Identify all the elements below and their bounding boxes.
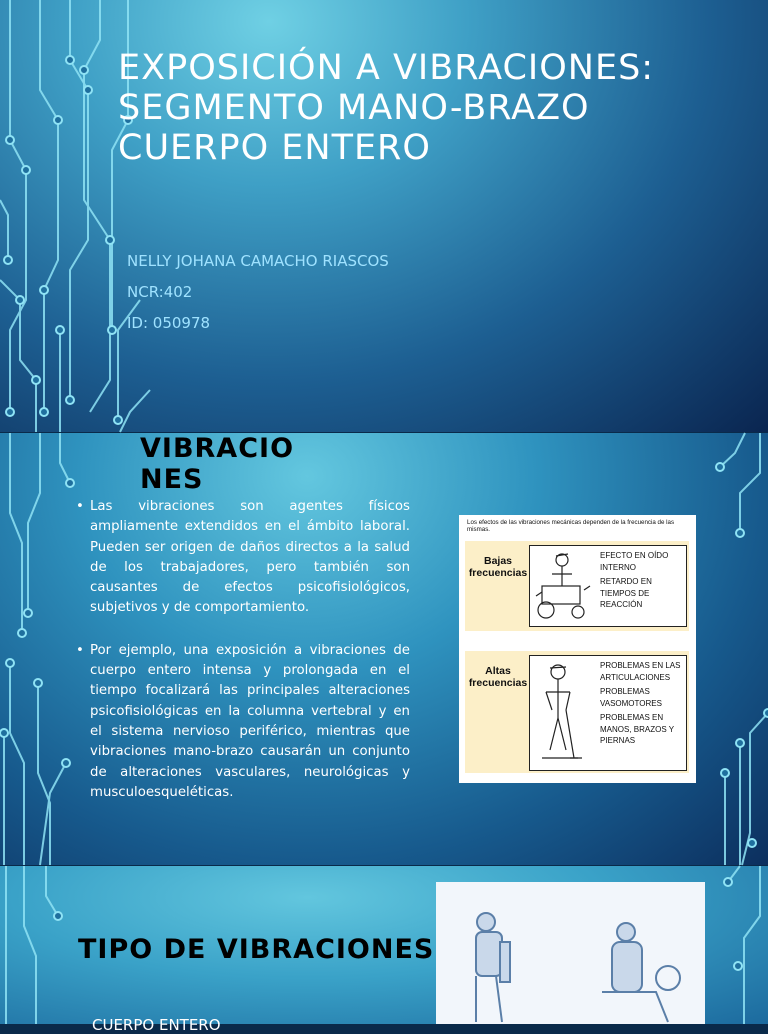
effect-item: EFECTO EN OÍDO INTERNO [600,551,669,572]
low-frequency-box [529,545,687,627]
title-slide [0,0,768,432]
bullet-item [76,641,410,803]
low-frequency-band [465,541,689,631]
effect-item: RETARDO EN TIEMPOS DE REACCIÓN [600,577,652,609]
figure-caption: Los efectos de las vibraciones mecánicas dependen de la frecuencia de las mismas. [467,519,675,533]
low-frequency-effects [600,550,686,614]
vibration-type-item: CUERPO ENTERO [92,1016,221,1034]
vibraciones-slide [0,433,768,865]
bullet-marker: • [76,642,84,658]
tipo-vibraciones-slide [0,866,768,1034]
effect-item: PROBLEMAS EN LAS ARTICULACIONES [600,661,681,682]
frequency-effects-figure [459,515,696,783]
high-frequency-band [465,651,689,773]
id-label: ID: 050978 [127,314,211,332]
high-frequency-label: Altas frecuencias [468,665,528,689]
author-name: NELLY JOHANA CAMACHO RIASCOS [127,252,389,270]
vibration-types-image [436,882,705,1024]
high-frequency-box [529,655,687,771]
jackhammer-worker-illustration [532,658,592,768]
tractor-driver-illustration [532,546,594,626]
bullet-item [76,497,410,619]
high-frequency-effects [600,660,686,750]
section-heading: TIPO DE VIBRACIONES [78,934,435,965]
low-frequency-label: Bajas frecuencias [468,555,528,579]
presentation-title: EXPOSICIÓN A VIBRACIONES: SEGMENTO MANO-BRAZO CUERPO ENTERO [118,48,655,168]
bullet-marker: • [76,499,84,514]
effect-item: PROBLEMAS VASOMOTORES [600,687,662,708]
worker-and-driver-illustration [436,882,705,1024]
ncr-label: NCR:402 [127,283,193,301]
bullet-text: Por ejemplo, una exposición a vibraciones de cuerpo entero intensa y prolongada en el tiempo focalizará las principales alteraciones psicofisiológicas en la columna vertebral y en el sistema nervioso periférico, mientras que vibraciones mano-brazo causarán un conjunto de alteraciones vasculares, neurológicas y musculoesqueléticas. [90,642,410,800]
bullet-text: Las vibraciones son agentes físicos ampliamente extendidos en el ámbito laboral. Pueden ser origen de daños directos a la salud de los trabajadores, pero también son causantes de efectos psicofisiológicos, subjetivos y de comportamiento. [90,499,410,616]
bullet-list [76,497,410,817]
effect-item: PROBLEMAS EN MANOS, BRAZOS Y PIERNAS [600,713,674,745]
section-heading: VIBRACIONES [140,433,295,495]
